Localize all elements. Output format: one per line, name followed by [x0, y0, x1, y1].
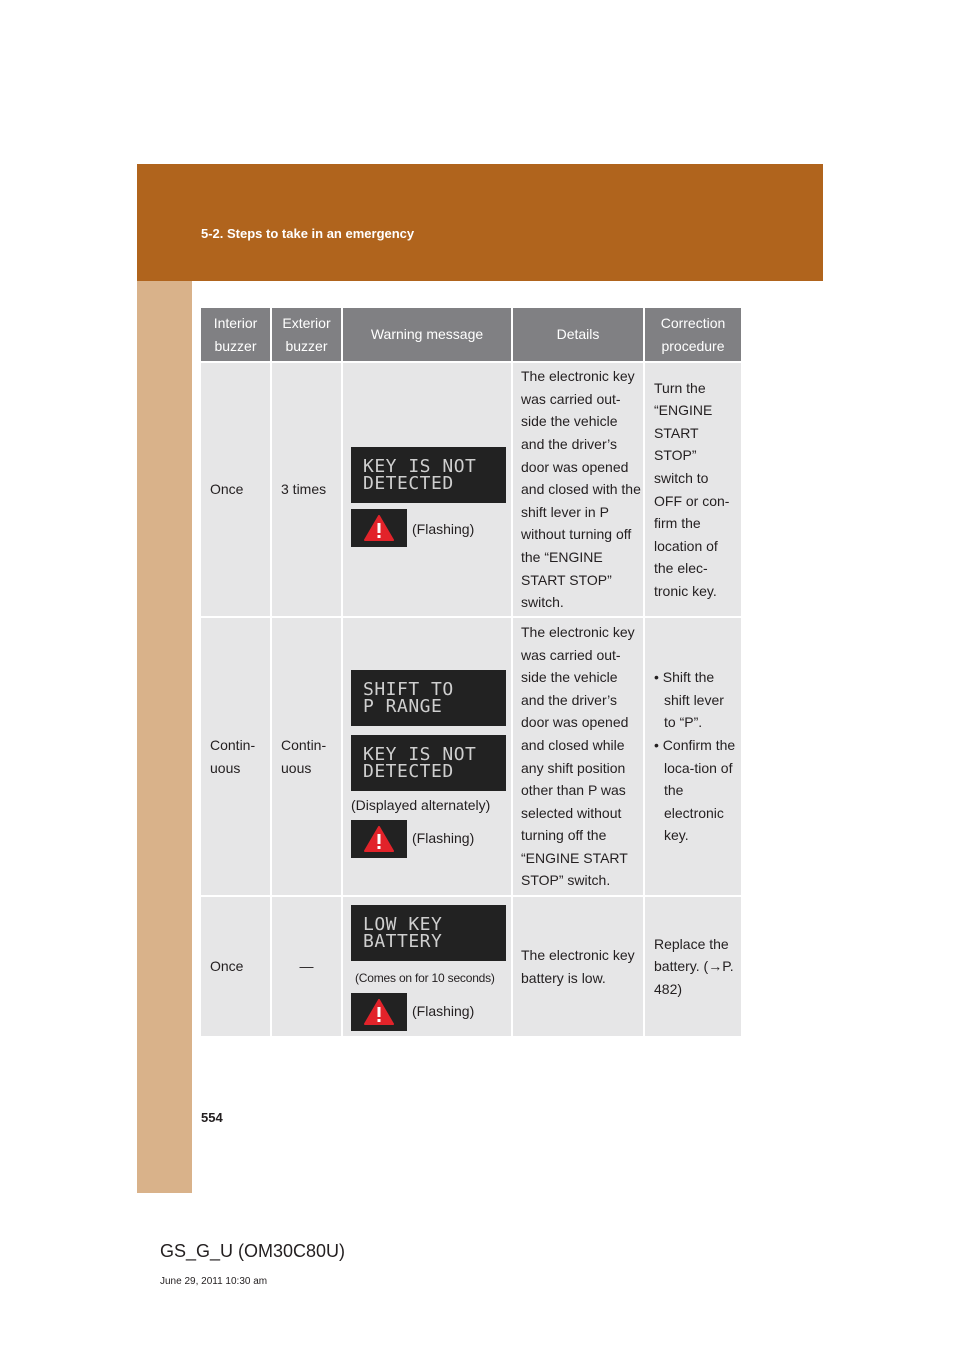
- flashing-label: (Flashing): [412, 521, 475, 537]
- lcd-message: SHIFT TO P RANGE: [351, 670, 506, 726]
- exterior-buzzer-cell: —: [271, 896, 342, 1036]
- interior-buzzer-cell: Contin-uous: [201, 617, 271, 896]
- document-code: GS_G_U (OM30C80U): [160, 1241, 346, 1261]
- warning-triangle-icon: [351, 993, 407, 1031]
- warning-triangle-icon: [351, 820, 407, 858]
- section-header-band: [137, 164, 823, 281]
- warning-triangle-icon: [351, 509, 407, 547]
- page-number: 554: [201, 1110, 223, 1125]
- interior-buzzer-cell: Once: [201, 362, 271, 617]
- list-item: • Shift the shift lever to “P”.: [654, 669, 724, 731]
- details-cell: The electronic key was carried out-side the vehicle and the driver’s door was opened and closed with the shift lever in P without turning off the “ENGINE START STOP” switch.: [512, 362, 644, 617]
- table-row: [201, 617, 741, 896]
- col-header-interior-buzzer: Interior buzzer: [201, 308, 271, 362]
- table-row: [201, 896, 741, 1036]
- display-caption: (Comes on for 10 seconds): [355, 971, 495, 985]
- warning-message-cell: [342, 362, 512, 617]
- correction-cell: Replace the battery. (→P. 482): [644, 896, 741, 1036]
- flashing-label: (Flashing): [412, 830, 475, 846]
- interior-buzzer-cell: Once: [201, 896, 271, 1036]
- exterior-buzzer-cell: Contin-uous: [271, 617, 342, 896]
- details-cell: The electronic key was carried out-side the vehicle and the driver’s door was opened and closed while any shift position other than P was selected without turning off the “ENGINE START STOP” switch.: [512, 617, 644, 896]
- list-item: • Confirm the loca-tion of the electronic key.: [654, 736, 736, 844]
- section-title: 5-2. Steps to take in an emergency: [201, 226, 415, 241]
- display-caption: (Displayed alternately): [351, 797, 491, 813]
- warning-table: [201, 308, 741, 1036]
- document-date: June 29, 2011 10:30 am: [160, 1276, 268, 1287]
- col-header-warning-message: Warning message: [342, 308, 512, 362]
- correction-cell: Turn the “ENGINE START STOP” switch to OFF or con-firm the location of the elec-tronic key.: [644, 362, 741, 617]
- correction-list: [654, 666, 739, 847]
- warning-message-cell: [342, 617, 512, 896]
- table-row: [201, 362, 741, 617]
- side-tab-strip: [137, 164, 192, 1193]
- exterior-buzzer-cell: 3 times: [271, 362, 342, 617]
- table-header-row: [201, 308, 741, 362]
- col-header-exterior-buzzer: Exterior buzzer: [271, 308, 342, 362]
- col-header-correction-procedure: Correction procedure: [644, 308, 741, 362]
- lcd-message: KEY IS NOT DETECTED: [351, 735, 506, 791]
- correction-cell: [644, 617, 741, 896]
- details-cell: The electronic key battery is low.: [512, 896, 644, 1036]
- warning-message-cell: [342, 896, 512, 1036]
- col-header-details: Details: [512, 308, 644, 362]
- flashing-label: (Flashing): [412, 1003, 475, 1019]
- lcd-message: LOW KEY BATTERY: [351, 905, 506, 961]
- lcd-message: KEY IS NOT DETECTED: [351, 447, 506, 503]
